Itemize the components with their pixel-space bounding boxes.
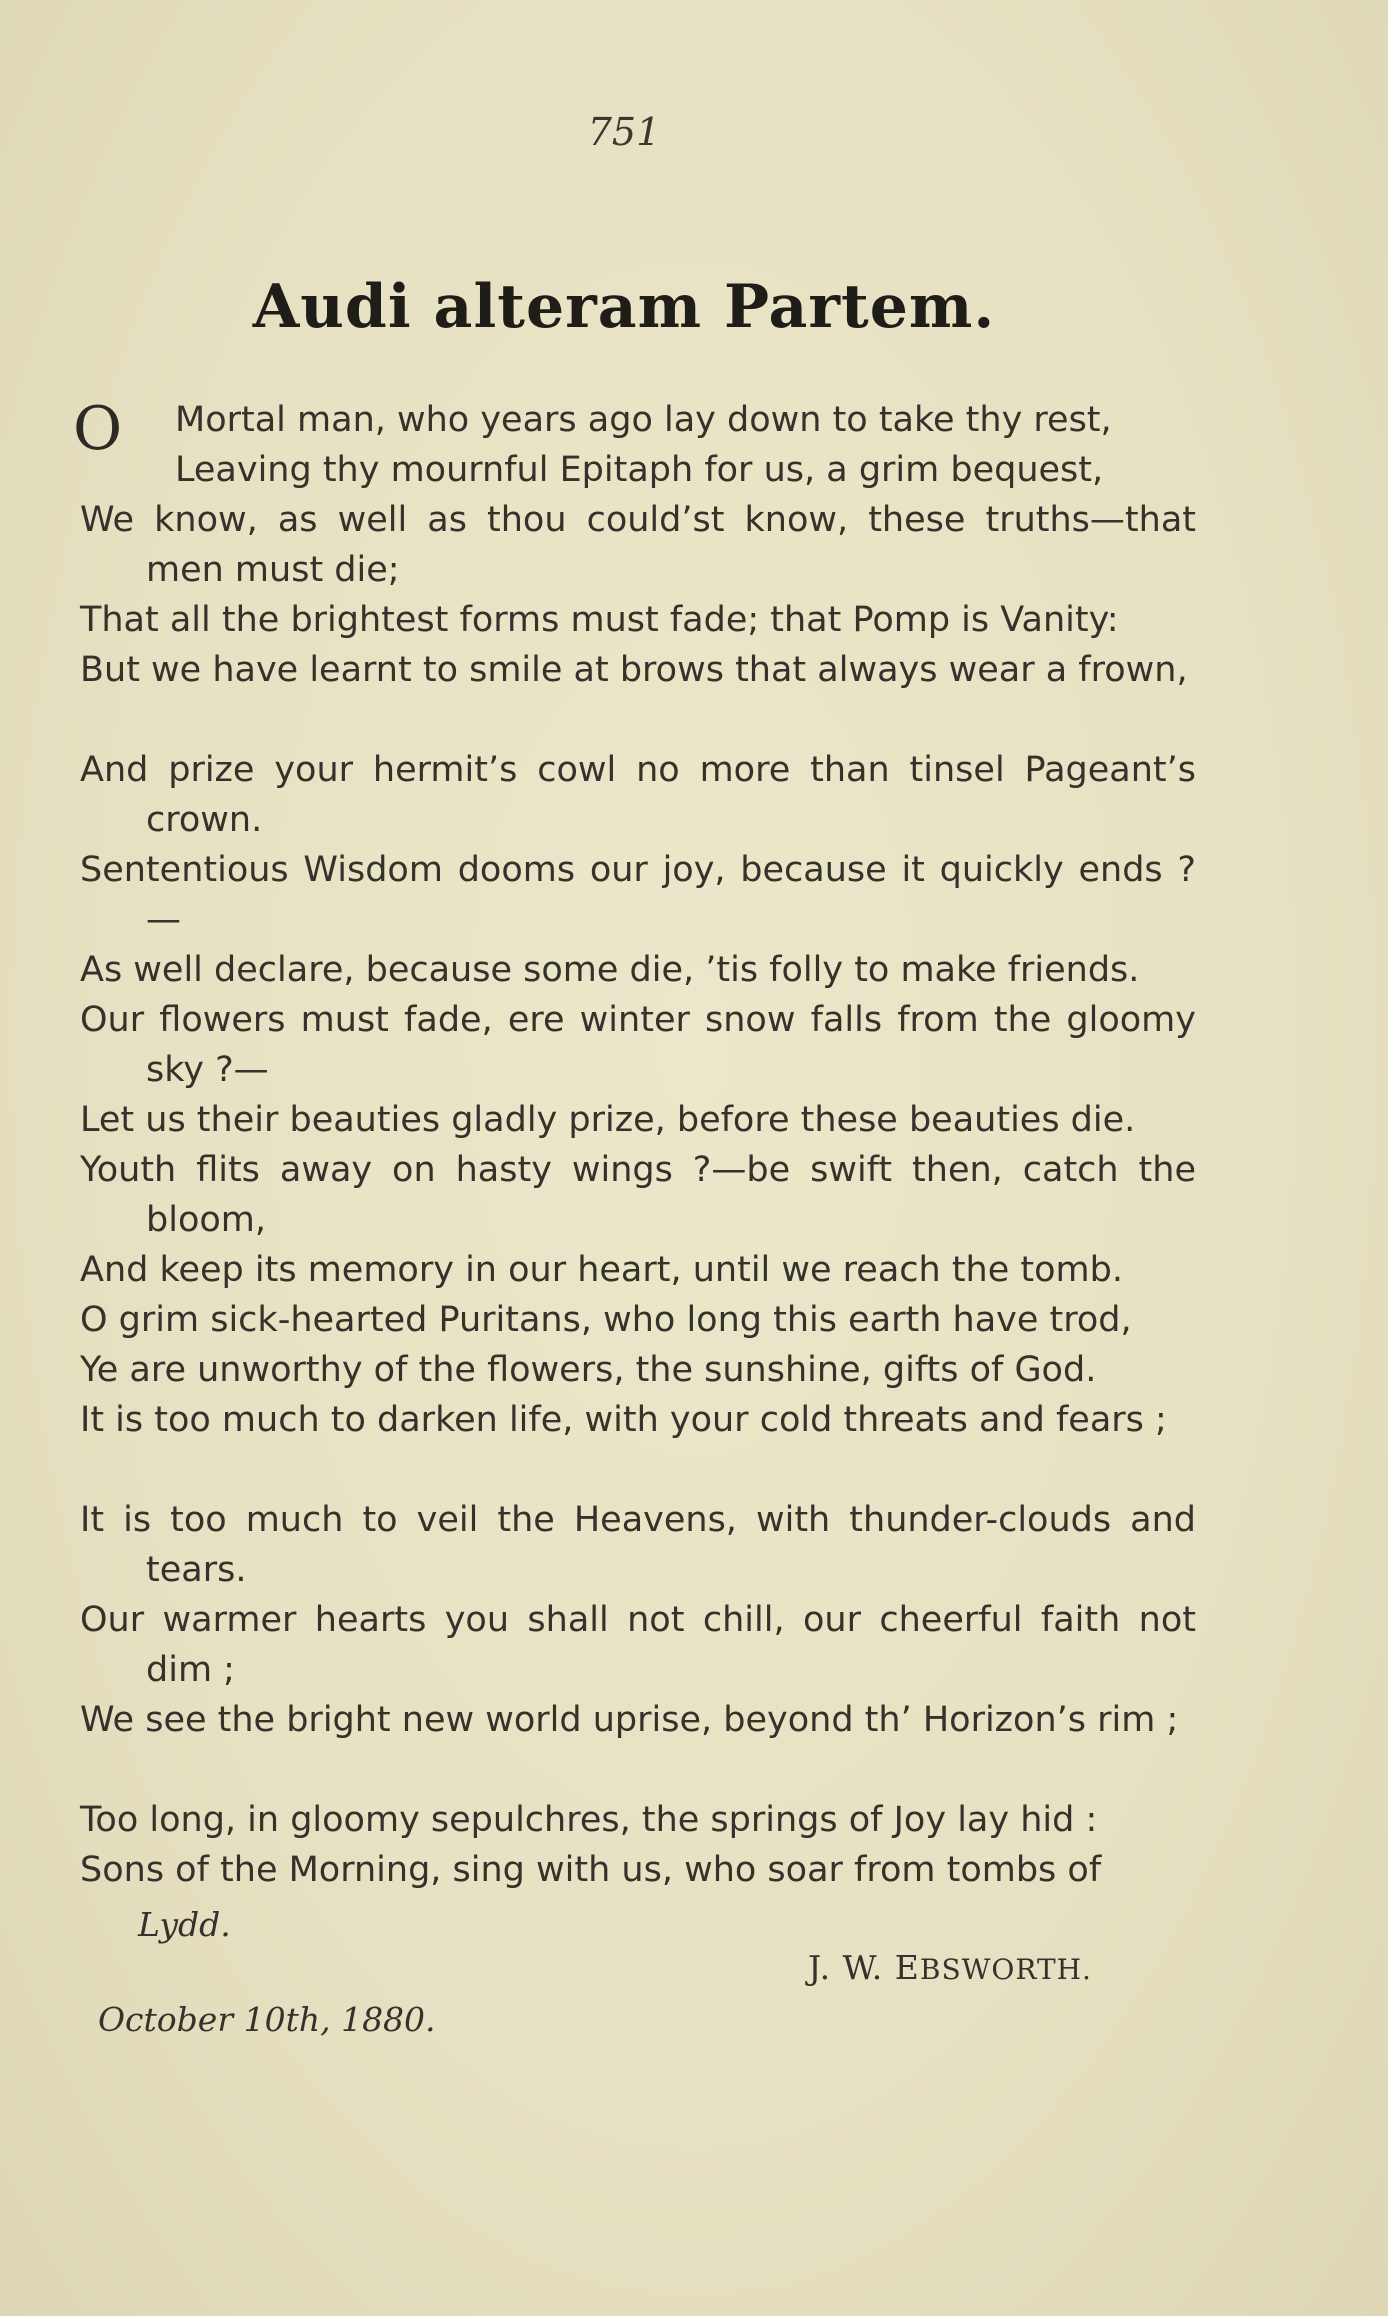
poem-title: Audi alteram Partem. xyxy=(252,272,996,342)
poem-line-text: Mortal man, who years ago lay down to take thy rest, xyxy=(175,400,1112,440)
poem-date: October 10th, 1880. xyxy=(98,2000,436,2039)
poem-line: We see the bright new world uprise, beyond th’ Horizon’s rim ; xyxy=(80,1700,1179,1740)
poem-line: Youth flits away on hasty wings ?—be swift then, catch the bloom, xyxy=(80,1150,1196,1240)
poem-line: But we have learnt to smile at brows that always wear a frown, xyxy=(80,650,1188,690)
author-surname-rest: BSWORTH. xyxy=(919,1953,1092,1986)
page-number: 751 xyxy=(587,110,661,154)
poem-line: Sententious Wisdom dooms our joy, because it quickly ends ?— xyxy=(80,850,1196,940)
poem-line: Too long, in gloomy sepulchres, the springs of Joy lay hid : xyxy=(80,1800,1098,1840)
poem-line: As well declare, because some die, ’tis folly to make friends. xyxy=(80,950,1140,990)
drop-cap: O xyxy=(73,394,123,464)
poem-line-1 xyxy=(73,394,1196,464)
poem-place: Lydd. xyxy=(138,1905,231,1944)
poem-line: And keep its memory in our heart, until we reach the tomb. xyxy=(80,1250,1123,1290)
poem-line: Our warmer hearts you shall not chill, our cheerful faith not dim ; xyxy=(80,1600,1196,1690)
author-initials: J. W. E xyxy=(808,1948,920,1987)
poem-line: Let us their beauties gladly prize, before these beauties die. xyxy=(80,1100,1136,1140)
poem-line: It is too much to darken life, with your cold threats and fears ; xyxy=(80,1400,1167,1440)
poem-line: We know, as well as thou could’st know, these truths—that men must die; xyxy=(80,500,1196,590)
poem-line: And prize your hermit’s cowl no more than tinsel Pageant’s crown. xyxy=(80,750,1196,840)
poem-body xyxy=(73,394,1196,1895)
poem-line: That all the brightest forms must fade; that Pomp is Vanity: xyxy=(80,600,1119,640)
poem-line-text: Leaving thy mournful Epitaph for us, a grim bequest, xyxy=(175,450,1104,490)
poem-line: Ye are unworthy of the flowers, the sunshine, gifts of God. xyxy=(80,1350,1097,1390)
poem-line: It is too much to veil the Heavens, with thunder-clouds and tears. xyxy=(80,1500,1196,1590)
poem-line: Our flowers must fade, ere winter snow falls from the gloomy sky ?— xyxy=(80,1000,1196,1090)
poem-line: Sons of the Morning, sing with us, who soar from tombs of xyxy=(80,1850,1102,1890)
author-signature xyxy=(808,1948,1092,1987)
poem-line-2 xyxy=(80,445,1196,495)
poem-line: O grim sick-hearted Puritans, who long this earth have trod, xyxy=(80,1300,1132,1340)
